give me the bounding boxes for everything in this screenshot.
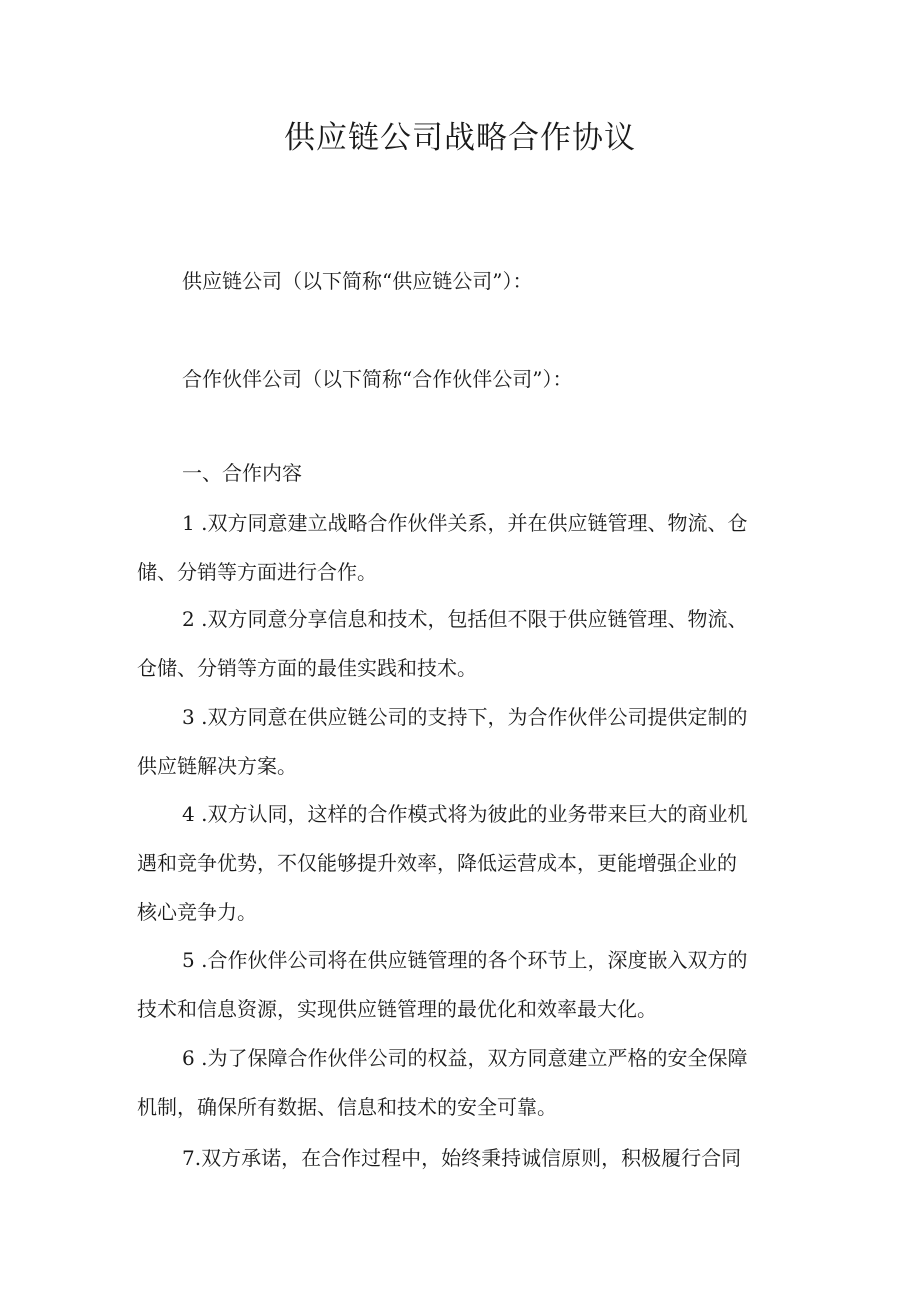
clause-text: .合作伙伴公司将在供应链管理的各个环节上，深度嵌入双方的 (194, 948, 748, 972)
clause-text: .双方同意在供应链公司的支持下，为合作伙伴公司提供定制的 (194, 705, 748, 729)
clause-number: 5 (182, 948, 195, 972)
section-heading: 一、合作内容 (182, 461, 302, 485)
party-a-line: 供应链公司（以下简称“供应链公司”）： (182, 269, 533, 293)
clause-text: .双方承诺，在合作过程中，始终秉持诚信原则，积极履行合同 (194, 1146, 742, 1170)
clause-4-line-3: 核心竞争力。 (137, 900, 257, 924)
clause-1-line-1 (182, 508, 747, 538)
clause-1-line-2: 储、分销等方面进行合作。 (137, 560, 377, 584)
clause-5-line-2: 技术和信息资源，实现供应链管理的最优化和效率最大化。 (137, 997, 657, 1021)
clause-number: 4 (182, 802, 195, 826)
clause-7-line-1 (182, 1143, 741, 1173)
clause-6-line-1 (182, 1043, 747, 1073)
clause-text: .为了保障合作伙伴公司的权益，双方同意建立严格的安全保障 (194, 1046, 748, 1070)
clause-5-line-1 (182, 945, 747, 975)
clause-number: 3 (182, 705, 195, 729)
clause-number: 6 (182, 1046, 195, 1070)
clause-text: .双方认同，这样的合作模式将为彼此的业务带来巨大的商业机 (194, 802, 748, 826)
clause-number: 2 (182, 607, 195, 631)
clause-3-line-2: 供应链解决方案。 (137, 754, 297, 778)
clause-number: 1 (182, 511, 195, 535)
document-title: 供应链公司战略合作协议 (284, 120, 636, 156)
clause-4-line-2: 遇和竞争优势，不仅能够提升效率，降低运营成本，更能增强企业的 (137, 851, 737, 875)
clause-number: 7 (182, 1146, 195, 1170)
clause-2-line-2: 仓储、分销等方面的最佳实践和技术。 (137, 656, 477, 680)
clause-3-line-1 (182, 702, 747, 732)
clause-6-line-2: 机制，确保所有数据、信息和技术的安全可靠。 (137, 1095, 557, 1119)
clause-text: .双方同意分享信息和技术，包括但不限于供应链管理、物流、 (194, 607, 748, 631)
clause-2-line-1 (182, 604, 747, 634)
party-b-line: 合作伙伴公司（以下简称“合作伙伴公司”）： (182, 367, 573, 391)
clause-text: .双方同意建立战略合作伙伴关系，并在供应链管理、物流、仓 (194, 511, 748, 535)
clause-4-line-1 (182, 799, 747, 829)
